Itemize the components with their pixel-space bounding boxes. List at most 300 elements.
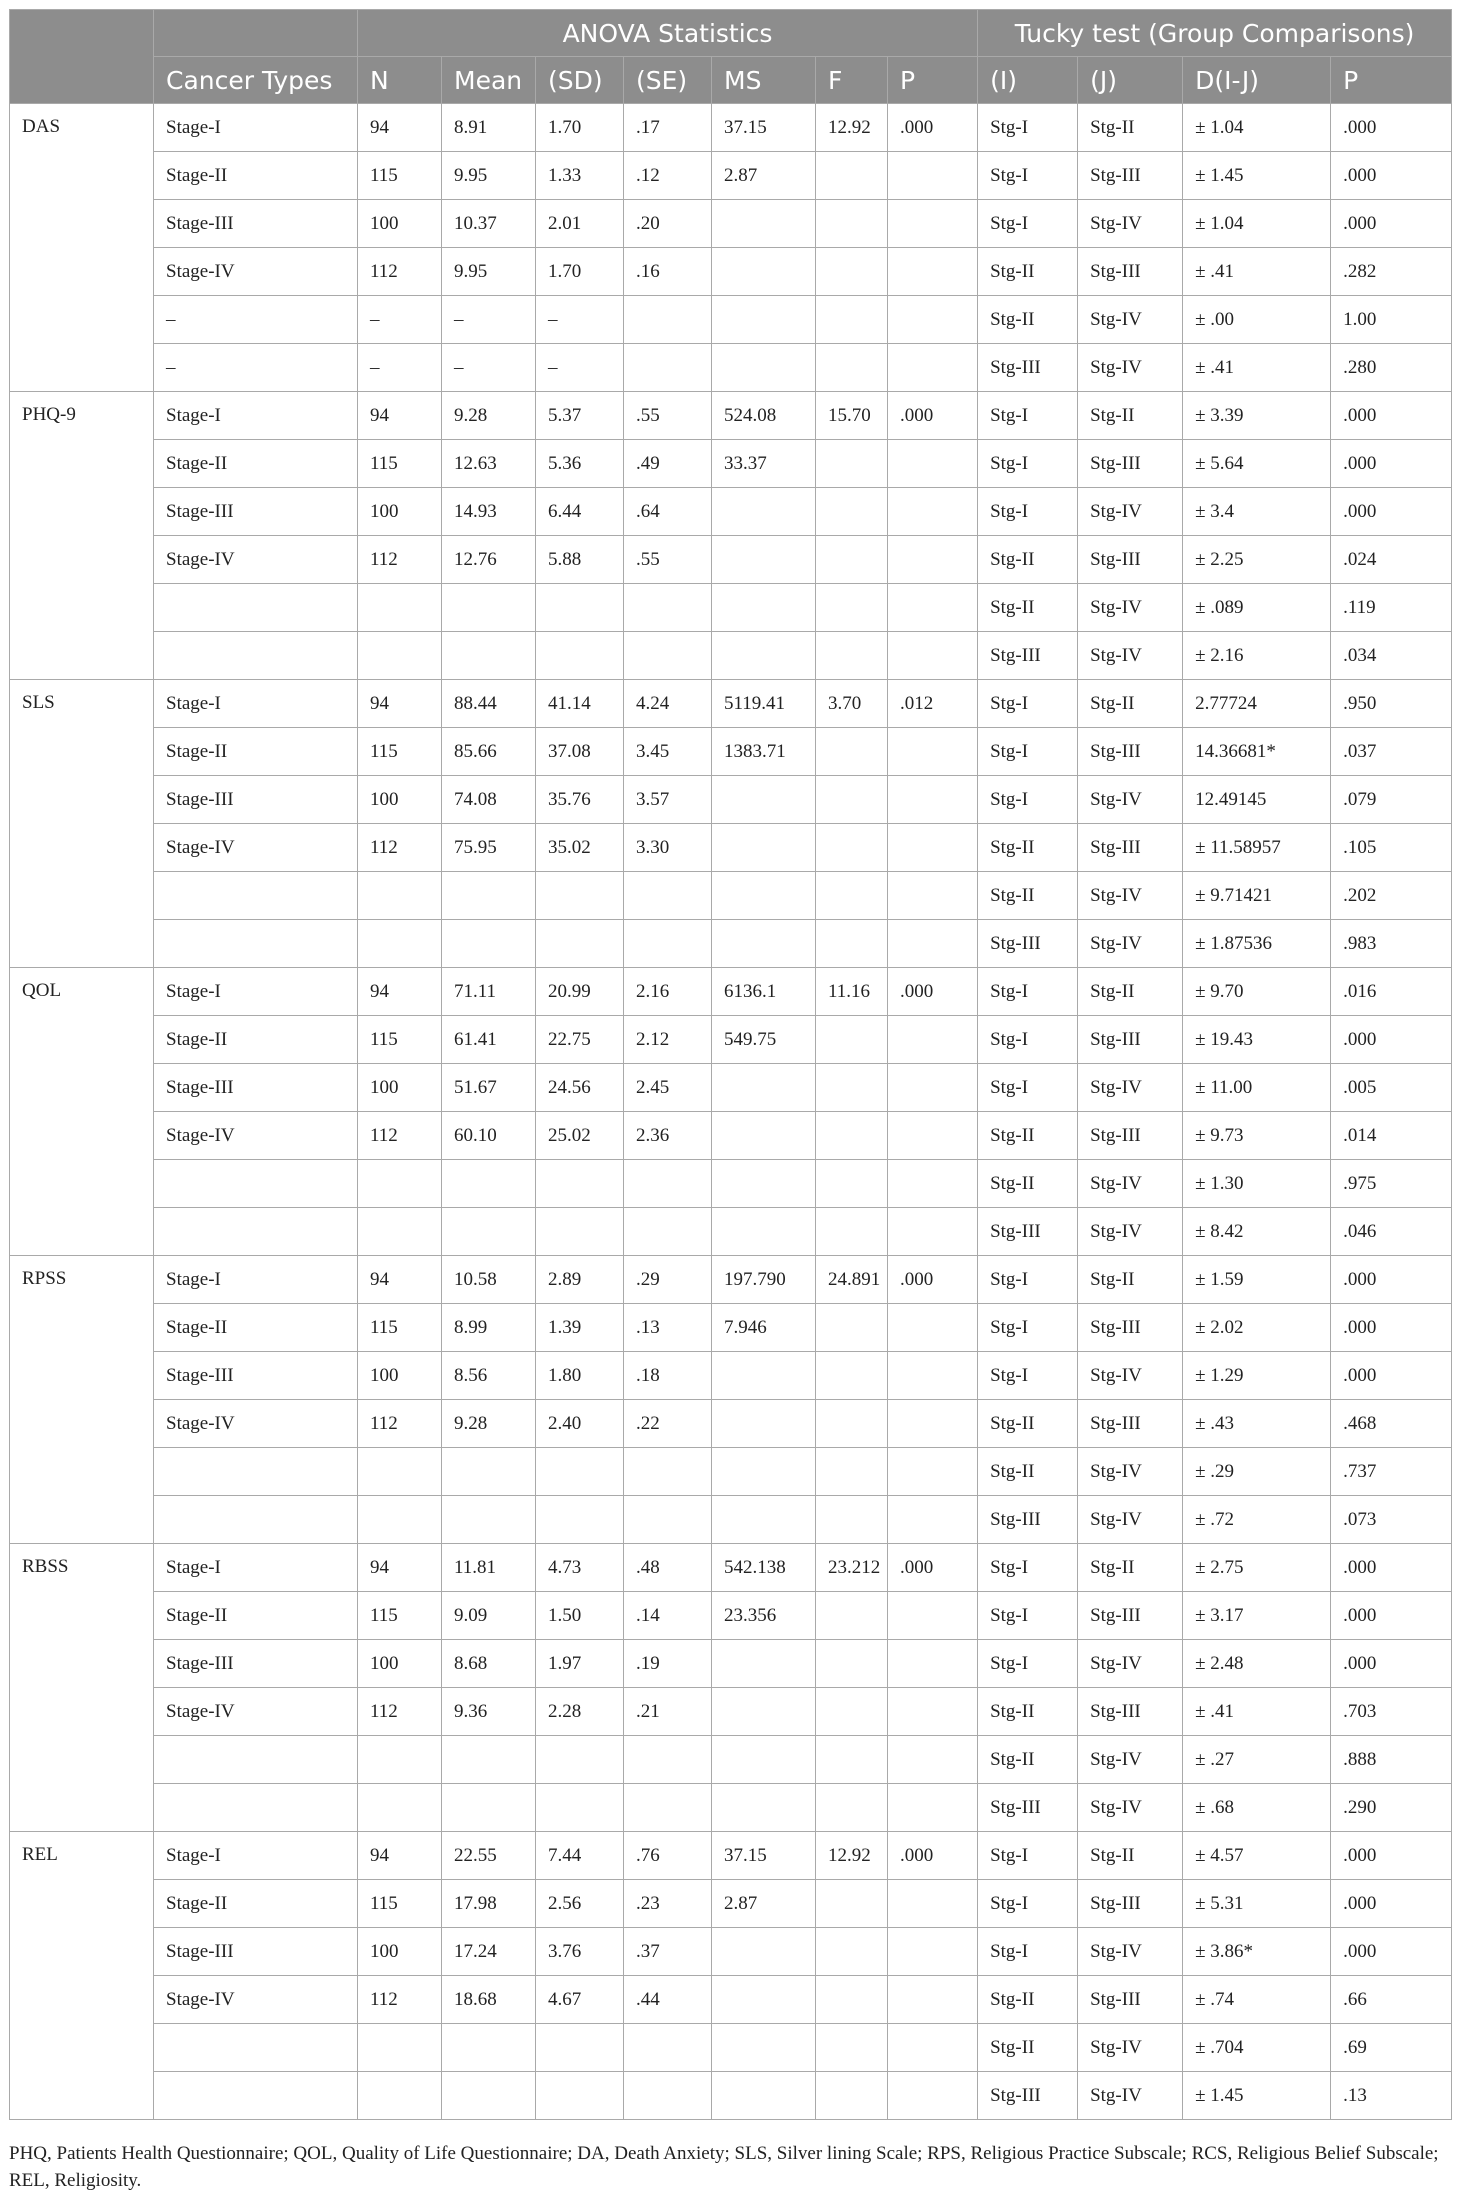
cell-p-anova bbox=[888, 872, 978, 920]
cell-p-anova bbox=[888, 200, 978, 248]
cell-f bbox=[816, 584, 888, 632]
cell-sd: 1.33 bbox=[536, 152, 624, 200]
cell-ms bbox=[712, 1064, 816, 1112]
cell-ms bbox=[712, 2072, 816, 2120]
table-body bbox=[10, 104, 1452, 2120]
cell-n: 100 bbox=[358, 776, 442, 824]
cell-ms bbox=[712, 776, 816, 824]
cell-se bbox=[624, 1496, 712, 1544]
cell-group-i: Stg-II bbox=[978, 872, 1078, 920]
cell-stage: – bbox=[154, 344, 358, 392]
cell-stage bbox=[154, 1208, 358, 1256]
cell-stage bbox=[154, 1784, 358, 1832]
cell-stage bbox=[154, 2024, 358, 2072]
cell-mean-difference: 12.49145 bbox=[1183, 776, 1331, 824]
cell-n: 94 bbox=[358, 968, 442, 1016]
cell-group-i: Stg-I bbox=[978, 1880, 1078, 1928]
cell-p-anova bbox=[888, 1112, 978, 1160]
cell-mean bbox=[442, 1208, 536, 1256]
cell-n: 112 bbox=[358, 1400, 442, 1448]
cell-p-anova bbox=[888, 1928, 978, 1976]
header-mean: Mean bbox=[442, 57, 536, 104]
cell-ms: 197.790 bbox=[712, 1256, 816, 1304]
cell-ms bbox=[712, 1928, 816, 1976]
table-row bbox=[10, 632, 1452, 680]
cell-sd bbox=[536, 2072, 624, 2120]
cell-f bbox=[816, 824, 888, 872]
cell-mean: 12.63 bbox=[442, 440, 536, 488]
cell-sd: 5.37 bbox=[536, 392, 624, 440]
header-p-tukey: P bbox=[1331, 57, 1452, 104]
cell-p-anova: .000 bbox=[888, 1256, 978, 1304]
cell-ms bbox=[712, 1688, 816, 1736]
cell-ms bbox=[712, 920, 816, 968]
cell-mean-difference: ± .00 bbox=[1183, 296, 1331, 344]
cell-f bbox=[816, 1448, 888, 1496]
table-row bbox=[10, 1640, 1452, 1688]
cell-group-i: Stg-III bbox=[978, 344, 1078, 392]
cell-p-tukey: .024 bbox=[1331, 536, 1452, 584]
cell-f bbox=[816, 488, 888, 536]
table-row bbox=[10, 1928, 1452, 1976]
cell-p-anova bbox=[888, 344, 978, 392]
cell-f bbox=[816, 296, 888, 344]
cell-mean-difference: ± 19.43 bbox=[1183, 1016, 1331, 1064]
cell-p-anova bbox=[888, 1688, 978, 1736]
cell-group-j: Stg-IV bbox=[1078, 1208, 1183, 1256]
cell-p-tukey: .280 bbox=[1331, 344, 1452, 392]
cell-se: .13 bbox=[624, 1304, 712, 1352]
table-row bbox=[10, 1880, 1452, 1928]
cell-p-tukey: 1.00 bbox=[1331, 296, 1452, 344]
cell-mean-difference: ± .41 bbox=[1183, 344, 1331, 392]
cell-p-tukey: .000 bbox=[1331, 1928, 1452, 1976]
cell-ms: 524.08 bbox=[712, 392, 816, 440]
cell-sd: 22.75 bbox=[536, 1016, 624, 1064]
cell-stage: Stage-IV bbox=[154, 1112, 358, 1160]
cell-n bbox=[358, 584, 442, 632]
cell-p-tukey: .000 bbox=[1331, 1256, 1452, 1304]
cell-mean-difference: ± 1.29 bbox=[1183, 1352, 1331, 1400]
cell-se: .55 bbox=[624, 536, 712, 584]
table-row bbox=[10, 344, 1452, 392]
cell-sd bbox=[536, 2024, 624, 2072]
cell-mean-difference: ± 2.75 bbox=[1183, 1544, 1331, 1592]
cell-sd: 2.89 bbox=[536, 1256, 624, 1304]
cell-stage: Stage-I bbox=[154, 104, 358, 152]
cell-f bbox=[816, 1928, 888, 1976]
cell-mean bbox=[442, 632, 536, 680]
cell-group-j: Stg-IV bbox=[1078, 1736, 1183, 1784]
cell-sd: 25.02 bbox=[536, 1112, 624, 1160]
cell-group-j: Stg-IV bbox=[1078, 488, 1183, 536]
cell-mean bbox=[442, 1160, 536, 1208]
cell-group-j: Stg-IV bbox=[1078, 2024, 1183, 2072]
cell-n: 100 bbox=[358, 1352, 442, 1400]
cell-f bbox=[816, 1880, 888, 1928]
cell-sd bbox=[536, 1496, 624, 1544]
cell-p-tukey: .703 bbox=[1331, 1688, 1452, 1736]
cell-mean-difference: ± 1.45 bbox=[1183, 2072, 1331, 2120]
table-row bbox=[10, 1352, 1452, 1400]
cell-n: 94 bbox=[358, 104, 442, 152]
cell-se bbox=[624, 2024, 712, 2072]
cell-mean: 8.56 bbox=[442, 1352, 536, 1400]
cell-group-j: Stg-IV bbox=[1078, 632, 1183, 680]
cell-group-i: Stg-I bbox=[978, 1352, 1078, 1400]
cell-stage bbox=[154, 1448, 358, 1496]
cell-mean-difference: ± 1.87536 bbox=[1183, 920, 1331, 968]
cell-p-anova bbox=[888, 1784, 978, 1832]
cell-mean: 17.24 bbox=[442, 1928, 536, 1976]
cell-group-j: Stg-IV bbox=[1078, 1928, 1183, 1976]
cell-mean bbox=[442, 1784, 536, 1832]
cell-p-anova bbox=[888, 920, 978, 968]
table-row bbox=[10, 1496, 1452, 1544]
cell-ms: 2.87 bbox=[712, 1880, 816, 1928]
cell-stage bbox=[154, 1160, 358, 1208]
cell-group-i: Stg-I bbox=[978, 1256, 1078, 1304]
cell-p-tukey: .000 bbox=[1331, 1832, 1452, 1880]
cell-ms bbox=[712, 344, 816, 392]
cell-se bbox=[624, 2072, 712, 2120]
cell-mean bbox=[442, 1736, 536, 1784]
cell-ms bbox=[712, 632, 816, 680]
cell-mean: 74.08 bbox=[442, 776, 536, 824]
cell-ms: 37.15 bbox=[712, 104, 816, 152]
anova-tukey-table bbox=[9, 9, 1452, 2120]
cell-p-anova bbox=[888, 1016, 978, 1064]
cell-n: 115 bbox=[358, 1592, 442, 1640]
header-group-row bbox=[10, 10, 1452, 57]
cell-se: 3.57 bbox=[624, 776, 712, 824]
cell-group-i: Stg-III bbox=[978, 2072, 1078, 2120]
table-row bbox=[10, 1976, 1452, 2024]
cell-mean bbox=[442, 920, 536, 968]
cell-sd bbox=[536, 920, 624, 968]
cell-group-i: Stg-I bbox=[978, 392, 1078, 440]
cell-group-j: Stg-IV bbox=[1078, 776, 1183, 824]
cell-p-anova bbox=[888, 248, 978, 296]
cell-p-tukey: .000 bbox=[1331, 200, 1452, 248]
cell-group-j: Stg-IV bbox=[1078, 920, 1183, 968]
header-empty-cancer-top bbox=[154, 10, 358, 57]
cell-group-j: Stg-II bbox=[1078, 392, 1183, 440]
cell-p-tukey: .000 bbox=[1331, 1640, 1452, 1688]
cell-group-i: Stg-I bbox=[978, 968, 1078, 1016]
cell-stage: Stage-II bbox=[154, 1592, 358, 1640]
cell-n: 115 bbox=[358, 1304, 442, 1352]
cell-p-tukey: .69 bbox=[1331, 2024, 1452, 2072]
cell-group-i: Stg-I bbox=[978, 152, 1078, 200]
cell-se: .21 bbox=[624, 1688, 712, 1736]
cell-mean: 18.68 bbox=[442, 1976, 536, 2024]
cell-p-anova bbox=[888, 1496, 978, 1544]
cell-sd: 2.01 bbox=[536, 200, 624, 248]
cell-se bbox=[624, 584, 712, 632]
table-row bbox=[10, 920, 1452, 968]
cell-group-i: Stg-II bbox=[978, 1736, 1078, 1784]
cell-p-tukey: .005 bbox=[1331, 1064, 1452, 1112]
cell-p-anova bbox=[888, 1592, 978, 1640]
table-row bbox=[10, 488, 1452, 536]
table-row bbox=[10, 296, 1452, 344]
cell-p-anova: .000 bbox=[888, 968, 978, 1016]
cell-sd: 5.88 bbox=[536, 536, 624, 584]
cell-stage: Stage-IV bbox=[154, 248, 358, 296]
cell-mean-difference: ± 9.73 bbox=[1183, 1112, 1331, 1160]
cell-mean: 8.91 bbox=[442, 104, 536, 152]
cell-se: .17 bbox=[624, 104, 712, 152]
cell-ms: 6136.1 bbox=[712, 968, 816, 1016]
cell-mean-difference: ± 9.71421 bbox=[1183, 872, 1331, 920]
cell-se bbox=[624, 920, 712, 968]
cell-group-i: Stg-I bbox=[978, 1304, 1078, 1352]
cell-mean bbox=[442, 584, 536, 632]
cell-group-j: Stg-IV bbox=[1078, 1496, 1183, 1544]
cell-mean-difference: ± 2.48 bbox=[1183, 1640, 1331, 1688]
cell-group-i: Stg-I bbox=[978, 104, 1078, 152]
cell-p-anova bbox=[888, 536, 978, 584]
table-row bbox=[10, 1832, 1452, 1880]
cell-f bbox=[816, 1640, 888, 1688]
cell-mean: 9.95 bbox=[442, 152, 536, 200]
cell-f: 23.212 bbox=[816, 1544, 888, 1592]
table-row bbox=[10, 1688, 1452, 1736]
cell-n: 112 bbox=[358, 1112, 442, 1160]
cell-n bbox=[358, 2072, 442, 2120]
cell-group-j: Stg-IV bbox=[1078, 872, 1183, 920]
cell-group-i: Stg-II bbox=[978, 1400, 1078, 1448]
cell-mean-difference: ± .29 bbox=[1183, 1448, 1331, 1496]
tukey-test-header: Tucky test (Group Comparisons) bbox=[978, 10, 1452, 57]
cell-mean-difference: ± 2.25 bbox=[1183, 536, 1331, 584]
cell-se: .12 bbox=[624, 152, 712, 200]
header-sd: (SD) bbox=[536, 57, 624, 104]
cell-se: .44 bbox=[624, 1976, 712, 2024]
cell-f bbox=[816, 1208, 888, 1256]
table-row bbox=[10, 440, 1452, 488]
cell-group-j: Stg-III bbox=[1078, 248, 1183, 296]
cell-ms: 23.356 bbox=[712, 1592, 816, 1640]
cell-f bbox=[816, 536, 888, 584]
cell-ms bbox=[712, 1496, 816, 1544]
cell-group-i: Stg-II bbox=[978, 1112, 1078, 1160]
cell-n: 115 bbox=[358, 152, 442, 200]
table-row bbox=[10, 1400, 1452, 1448]
cell-group-i: Stg-I bbox=[978, 1064, 1078, 1112]
cell-f bbox=[816, 1496, 888, 1544]
cell-stage: Stage-III bbox=[154, 1064, 358, 1112]
cell-ms bbox=[712, 1736, 816, 1784]
cell-se: .48 bbox=[624, 1544, 712, 1592]
cell-f bbox=[816, 1064, 888, 1112]
cell-p-anova bbox=[888, 296, 978, 344]
cell-ms: 1383.71 bbox=[712, 728, 816, 776]
cell-f bbox=[816, 2024, 888, 2072]
cell-mean-difference: ± 1.59 bbox=[1183, 1256, 1331, 1304]
cell-sd: 35.02 bbox=[536, 824, 624, 872]
table-row bbox=[10, 1160, 1452, 1208]
cell-se: 2.12 bbox=[624, 1016, 712, 1064]
cell-n bbox=[358, 1736, 442, 1784]
table-footnote: PHQ, Patients Health Questionnaire; QOL, Quality of Life Questionnaire; DA, Death Anxiety; SLS, Silver lining Scale; RPS, Religious Practice Subscale; RCS, Religious Belief Subscale; REL, Religiosity. bbox=[9, 2143, 1439, 2191]
cell-sd: – bbox=[536, 296, 624, 344]
cell-group-j: Stg-III bbox=[1078, 1400, 1183, 1448]
cell-mean-difference: ± 4.57 bbox=[1183, 1832, 1331, 1880]
variable-label: REL bbox=[10, 1832, 154, 2120]
table-row bbox=[10, 1304, 1452, 1352]
cell-stage: Stage-III bbox=[154, 1928, 358, 1976]
cell-mean: 10.37 bbox=[442, 200, 536, 248]
cell-group-i: Stg-I bbox=[978, 776, 1078, 824]
cell-p-anova bbox=[888, 1640, 978, 1688]
cell-ms bbox=[712, 1448, 816, 1496]
cell-stage: Stage-I bbox=[154, 968, 358, 1016]
cell-f bbox=[816, 344, 888, 392]
cell-se: .16 bbox=[624, 248, 712, 296]
table-row bbox=[10, 776, 1452, 824]
cell-stage: Stage-I bbox=[154, 1544, 358, 1592]
cell-group-j: Stg-III bbox=[1078, 1112, 1183, 1160]
cell-mean-difference: ± .089 bbox=[1183, 584, 1331, 632]
cell-stage bbox=[154, 1736, 358, 1784]
cell-p-anova bbox=[888, 728, 978, 776]
table-row bbox=[10, 392, 1452, 440]
cell-mean bbox=[442, 2024, 536, 2072]
cell-group-i: Stg-II bbox=[978, 2024, 1078, 2072]
cell-group-j: Stg-III bbox=[1078, 536, 1183, 584]
cell-sd: 1.70 bbox=[536, 104, 624, 152]
cell-n: 94 bbox=[358, 1832, 442, 1880]
cell-n: – bbox=[358, 296, 442, 344]
cell-sd bbox=[536, 1448, 624, 1496]
table-row bbox=[10, 2072, 1452, 2120]
table-row bbox=[10, 824, 1452, 872]
cell-mean-difference: ± .74 bbox=[1183, 1976, 1331, 2024]
cell-stage: Stage-III bbox=[154, 488, 358, 536]
cell-ms bbox=[712, 296, 816, 344]
cell-se: .18 bbox=[624, 1352, 712, 1400]
table-row bbox=[10, 1784, 1452, 1832]
cell-mean-difference: ± 1.04 bbox=[1183, 104, 1331, 152]
cell-group-j: Stg-II bbox=[1078, 104, 1183, 152]
cell-mean-difference: ± .43 bbox=[1183, 1400, 1331, 1448]
cell-sd bbox=[536, 584, 624, 632]
cell-p-anova bbox=[888, 1160, 978, 1208]
cell-group-j: Stg-IV bbox=[1078, 1448, 1183, 1496]
cell-group-i: Stg-I bbox=[978, 1592, 1078, 1640]
cell-sd: 3.76 bbox=[536, 1928, 624, 1976]
cell-mean: 9.28 bbox=[442, 392, 536, 440]
cell-stage bbox=[154, 2072, 358, 2120]
cell-p-tukey: .950 bbox=[1331, 680, 1452, 728]
cell-mean-difference: ± .41 bbox=[1183, 1688, 1331, 1736]
cell-mean: 75.95 bbox=[442, 824, 536, 872]
cell-group-j: Stg-III bbox=[1078, 440, 1183, 488]
cell-mean-difference: ± 11.58957 bbox=[1183, 824, 1331, 872]
cell-sd bbox=[536, 872, 624, 920]
cell-sd: 1.97 bbox=[536, 1640, 624, 1688]
header-group-j: (J) bbox=[1078, 57, 1183, 104]
cell-f: 15.70 bbox=[816, 392, 888, 440]
cell-mean: 11.81 bbox=[442, 1544, 536, 1592]
cell-ms bbox=[712, 824, 816, 872]
cell-mean-difference: ± .68 bbox=[1183, 1784, 1331, 1832]
cell-f bbox=[816, 248, 888, 296]
cell-mean-difference: ± .704 bbox=[1183, 2024, 1331, 2072]
cell-stage: Stage-IV bbox=[154, 1400, 358, 1448]
cell-p-anova bbox=[888, 1736, 978, 1784]
header-group-i: (I) bbox=[978, 57, 1078, 104]
cell-p-tukey: .000 bbox=[1331, 104, 1452, 152]
table-row bbox=[10, 248, 1452, 296]
cell-group-i: Stg-I bbox=[978, 1640, 1078, 1688]
cell-p-tukey: .000 bbox=[1331, 1592, 1452, 1640]
cell-p-tukey: .000 bbox=[1331, 392, 1452, 440]
cell-sd: 4.67 bbox=[536, 1976, 624, 2024]
cell-se: .37 bbox=[624, 1928, 712, 1976]
cell-se bbox=[624, 296, 712, 344]
cell-group-j: Stg-III bbox=[1078, 1976, 1183, 2024]
cell-ms: 7.946 bbox=[712, 1304, 816, 1352]
cell-group-i: Stg-I bbox=[978, 488, 1078, 536]
cell-mean-difference: ± 2.02 bbox=[1183, 1304, 1331, 1352]
cell-f bbox=[816, 632, 888, 680]
cell-stage: Stage-II bbox=[154, 728, 358, 776]
cell-mean bbox=[442, 2072, 536, 2120]
cell-group-i: Stg-I bbox=[978, 200, 1078, 248]
cell-stage: Stage-III bbox=[154, 200, 358, 248]
cell-p-anova: .000 bbox=[888, 104, 978, 152]
cell-ms: 2.87 bbox=[712, 152, 816, 200]
cell-ms bbox=[712, 2024, 816, 2072]
cell-n: 100 bbox=[358, 1640, 442, 1688]
cell-n: 94 bbox=[358, 1256, 442, 1304]
cell-p-tukey: .888 bbox=[1331, 1736, 1452, 1784]
cell-sd: 24.56 bbox=[536, 1064, 624, 1112]
cell-ms: 542.138 bbox=[712, 1544, 816, 1592]
cell-mean-difference: ± 8.42 bbox=[1183, 1208, 1331, 1256]
cell-se: .76 bbox=[624, 1832, 712, 1880]
cell-p-anova: .000 bbox=[888, 1832, 978, 1880]
cell-se: 2.16 bbox=[624, 968, 712, 1016]
cell-f bbox=[816, 1304, 888, 1352]
cell-mean bbox=[442, 872, 536, 920]
cell-f bbox=[816, 1784, 888, 1832]
cell-se: .19 bbox=[624, 1640, 712, 1688]
cell-mean: 88.44 bbox=[442, 680, 536, 728]
cell-group-j: Stg-III bbox=[1078, 1304, 1183, 1352]
cell-n: 115 bbox=[358, 1880, 442, 1928]
cell-p-anova bbox=[888, 1448, 978, 1496]
cell-sd: 41.14 bbox=[536, 680, 624, 728]
cell-group-j: Stg-IV bbox=[1078, 296, 1183, 344]
cell-f bbox=[816, 1400, 888, 1448]
cell-group-j: Stg-IV bbox=[1078, 1064, 1183, 1112]
cell-stage bbox=[154, 1496, 358, 1544]
table-row bbox=[10, 2024, 1452, 2072]
cell-mean-difference: ± 3.17 bbox=[1183, 1592, 1331, 1640]
cell-f bbox=[816, 1688, 888, 1736]
cell-stage bbox=[154, 632, 358, 680]
cell-p-tukey: .975 bbox=[1331, 1160, 1452, 1208]
cell-p-tukey: .983 bbox=[1331, 920, 1452, 968]
cell-f bbox=[816, 872, 888, 920]
cell-n: 112 bbox=[358, 1976, 442, 2024]
cell-mean-difference: ± 1.30 bbox=[1183, 1160, 1331, 1208]
cell-stage bbox=[154, 872, 358, 920]
